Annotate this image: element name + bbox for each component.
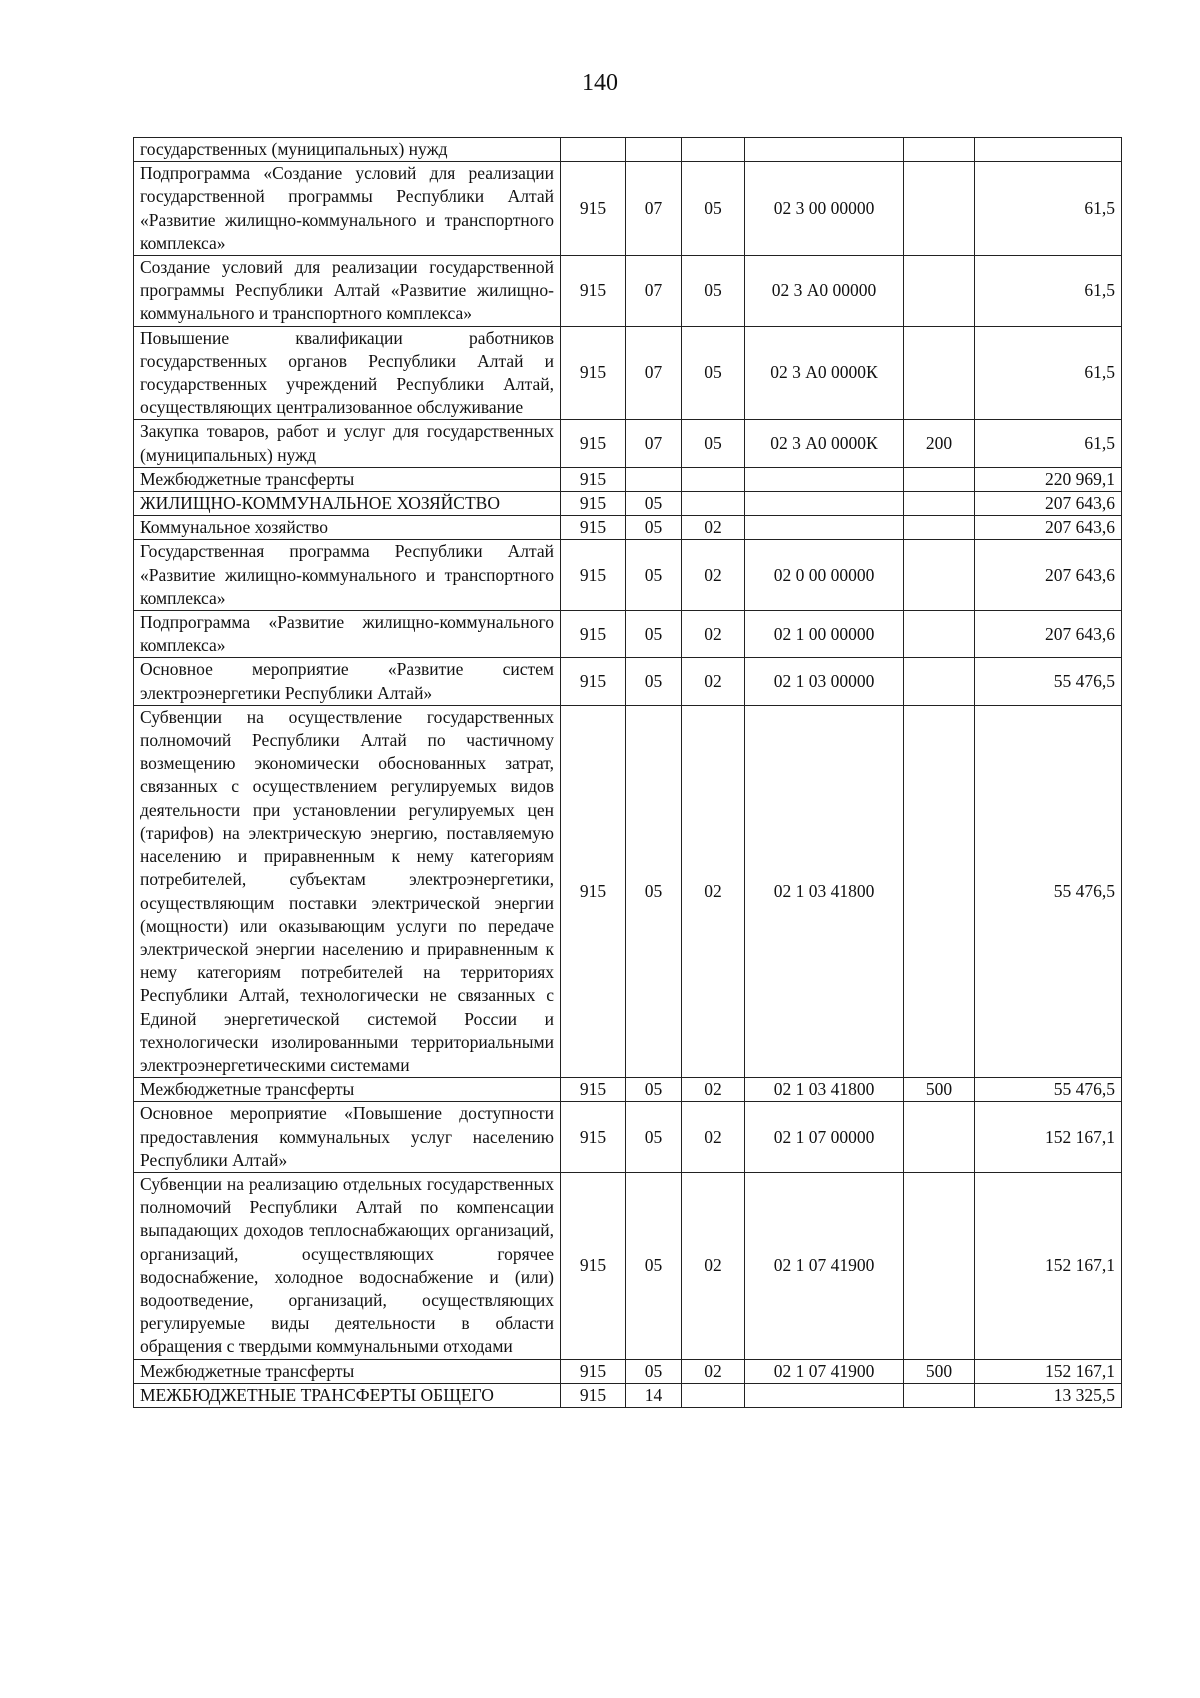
row-name-cell: Закупка товаров, работ и услуг для государственных (муниципальных) нужд bbox=[134, 420, 561, 467]
rz-code-cell: 07 bbox=[626, 256, 682, 327]
sum-cell: 220 969,1 bbox=[975, 467, 1122, 491]
vr-code-cell bbox=[904, 138, 975, 162]
vr-code-cell bbox=[904, 326, 975, 420]
row-name-cell: Межбюджетные трансферты bbox=[134, 1359, 561, 1383]
rz-code-cell: 14 bbox=[626, 1383, 682, 1407]
cs-code-cell bbox=[745, 138, 904, 162]
cs-code-cell: 02 1 07 00000 bbox=[745, 1102, 904, 1173]
cs-code-cell bbox=[745, 467, 904, 491]
table-row bbox=[134, 658, 1122, 705]
gr-code-cell: 915 bbox=[561, 162, 626, 256]
sum-cell: 61,5 bbox=[975, 256, 1122, 327]
sum-cell: 207 643,6 bbox=[975, 611, 1122, 658]
gr-code-cell: 915 bbox=[561, 467, 626, 491]
page-number: 140 bbox=[582, 70, 618, 96]
pr-code-cell: 02 bbox=[682, 516, 745, 540]
gr-code-cell: 915 bbox=[561, 658, 626, 705]
vr-code-cell bbox=[904, 492, 975, 516]
rz-code-cell bbox=[626, 138, 682, 162]
gr-code-cell: 915 bbox=[561, 1383, 626, 1407]
row-name-cell: Основное мероприятие «Развитие систем электроэнергетики Республики Алтай» bbox=[134, 658, 561, 705]
sum-cell: 61,5 bbox=[975, 420, 1122, 467]
cs-code-cell: 02 1 00 00000 bbox=[745, 611, 904, 658]
row-name-cell: Подпрограмма «Создание условий для реализации государственной программы Республики Алтай «Развитие жилищно-коммунального и транспортного комплекса» bbox=[134, 162, 561, 256]
vr-code-cell bbox=[904, 1172, 975, 1359]
table-row bbox=[134, 540, 1122, 611]
rz-code-cell: 05 bbox=[626, 492, 682, 516]
rz-code-cell: 05 bbox=[626, 705, 682, 1077]
table-body bbox=[134, 138, 1122, 1408]
table-row bbox=[134, 420, 1122, 467]
pr-code-cell: 02 bbox=[682, 611, 745, 658]
pr-code-cell bbox=[682, 138, 745, 162]
table-row bbox=[134, 1359, 1122, 1383]
row-name-cell: Субвенции на реализацию отдельных государственных полномочий Республики Алтай по компенсации выпадающих доходов теплоснабжающих организаций, организаций, осуществляющих горячее водоснабжение, холодное водоснабжение и (или) водоотведение, организаций, осуществляющих регулируемые виды деятельности в области обращения с твердыми коммунальными отходами bbox=[134, 1172, 561, 1359]
sum-cell: 55 476,5 bbox=[975, 705, 1122, 1077]
budget-table bbox=[133, 137, 1122, 1408]
cs-code-cell: 02 1 03 00000 bbox=[745, 658, 904, 705]
pr-code-cell: 05 bbox=[682, 162, 745, 256]
vr-code-cell bbox=[904, 611, 975, 658]
pr-code-cell: 05 bbox=[682, 420, 745, 467]
rz-code-cell: 05 bbox=[626, 1102, 682, 1173]
row-name-cell: МЕЖБЮДЖЕТНЫЕ ТРАНСФЕРТЫ ОБЩЕГО bbox=[134, 1383, 561, 1407]
sum-cell: 61,5 bbox=[975, 162, 1122, 256]
vr-code-cell: 200 bbox=[904, 420, 975, 467]
pr-code-cell: 02 bbox=[682, 1359, 745, 1383]
gr-code-cell: 915 bbox=[561, 256, 626, 327]
sum-cell: 152 167,1 bbox=[975, 1102, 1122, 1173]
row-name-cell: Государственная программа Республики Алтай «Развитие жилищно-коммунального и транспортного комплекса» bbox=[134, 540, 561, 611]
pr-code-cell bbox=[682, 1383, 745, 1407]
row-name-cell: ЖИЛИЩНО-КОММУНАЛЬНОЕ ХОЗЯЙСТВО bbox=[134, 492, 561, 516]
row-name-cell: Подпрограмма «Развитие жилищно-коммунального комплекса» bbox=[134, 611, 561, 658]
table-row bbox=[134, 1078, 1122, 1102]
sum-cell bbox=[975, 138, 1122, 162]
rz-code-cell bbox=[626, 467, 682, 491]
table-row bbox=[134, 516, 1122, 540]
cs-code-cell bbox=[745, 1383, 904, 1407]
pr-code-cell: 05 bbox=[682, 256, 745, 327]
gr-code-cell: 915 bbox=[561, 1172, 626, 1359]
table-row bbox=[134, 1383, 1122, 1407]
table-row bbox=[134, 492, 1122, 516]
table-row bbox=[134, 326, 1122, 420]
pr-code-cell bbox=[682, 492, 745, 516]
vr-code-cell: 500 bbox=[904, 1359, 975, 1383]
pr-code-cell: 02 bbox=[682, 658, 745, 705]
gr-code-cell: 915 bbox=[561, 326, 626, 420]
cs-code-cell bbox=[745, 516, 904, 540]
vr-code-cell bbox=[904, 516, 975, 540]
row-name-cell: Межбюджетные трансферты bbox=[134, 467, 561, 491]
cs-code-cell: 02 3 А0 00000 bbox=[745, 256, 904, 327]
cs-code-cell: 02 0 00 00000 bbox=[745, 540, 904, 611]
row-name-cell: Субвенции на осуществление государственных полномочий Республики Алтай по частичному возмещению экономически обоснованных затрат, связанных с осуществлением регулируемых видов деятельности при установлении регулируемых цен (тарифов) на электрическую энергию, поставляемую населению и приравненным к нему категориям потребителей, субъектам электроэнергетики, осуществляющим поставки электрической энергии (мощности) или оказывающим услуги по передаче электрической энергии населению и приравненным к нему категориям потребителей на территориях Республики Алтай, технологически не связанных с Единой энергетической системой России и технологически изолированными территориальными электроэнергетическими системами bbox=[134, 705, 561, 1077]
vr-code-cell bbox=[904, 256, 975, 327]
cs-code-cell: 02 3 А0 0000К bbox=[745, 326, 904, 420]
sum-cell: 207 643,6 bbox=[975, 540, 1122, 611]
table-row bbox=[134, 162, 1122, 256]
pr-code-cell: 02 bbox=[682, 705, 745, 1077]
table-row bbox=[134, 611, 1122, 658]
pr-code-cell: 02 bbox=[682, 540, 745, 611]
table-row bbox=[134, 138, 1122, 162]
vr-code-cell: 500 bbox=[904, 1078, 975, 1102]
pr-code-cell: 02 bbox=[682, 1102, 745, 1173]
row-name-cell: государственных (муниципальных) нужд bbox=[134, 138, 561, 162]
table-row bbox=[134, 256, 1122, 327]
table-row bbox=[134, 467, 1122, 491]
pr-code-cell: 05 bbox=[682, 326, 745, 420]
rz-code-cell: 07 bbox=[626, 326, 682, 420]
row-name-cell: Основное мероприятие «Повышение доступности предоставления коммунальных услуг населению Республики Алтай» bbox=[134, 1102, 561, 1173]
cs-code-cell: 02 1 07 41900 bbox=[745, 1172, 904, 1359]
vr-code-cell bbox=[904, 1102, 975, 1173]
gr-code-cell: 915 bbox=[561, 1078, 626, 1102]
rz-code-cell: 05 bbox=[626, 540, 682, 611]
sum-cell: 152 167,1 bbox=[975, 1172, 1122, 1359]
sum-cell: 55 476,5 bbox=[975, 658, 1122, 705]
sum-cell: 207 643,6 bbox=[975, 492, 1122, 516]
vr-code-cell bbox=[904, 162, 975, 256]
pr-code-cell: 02 bbox=[682, 1172, 745, 1359]
rz-code-cell: 05 bbox=[626, 516, 682, 540]
gr-code-cell: 915 bbox=[561, 1102, 626, 1173]
sum-cell: 13 325,5 bbox=[975, 1383, 1122, 1407]
table-row bbox=[134, 1102, 1122, 1173]
vr-code-cell bbox=[904, 658, 975, 705]
gr-code-cell: 915 bbox=[561, 492, 626, 516]
sum-cell: 61,5 bbox=[975, 326, 1122, 420]
cs-code-cell: 02 1 03 41800 bbox=[745, 1078, 904, 1102]
vr-code-cell bbox=[904, 467, 975, 491]
table-row bbox=[134, 1172, 1122, 1359]
rz-code-cell: 05 bbox=[626, 1172, 682, 1359]
gr-code-cell: 915 bbox=[561, 1359, 626, 1383]
pr-code-cell: 02 bbox=[682, 1078, 745, 1102]
cs-code-cell: 02 1 07 41900 bbox=[745, 1359, 904, 1383]
cs-code-cell: 02 3 А0 0000К bbox=[745, 420, 904, 467]
cs-code-cell bbox=[745, 492, 904, 516]
table-row bbox=[134, 705, 1122, 1077]
cs-code-cell: 02 1 03 41800 bbox=[745, 705, 904, 1077]
rz-code-cell: 07 bbox=[626, 162, 682, 256]
row-name-cell: Межбюджетные трансферты bbox=[134, 1078, 561, 1102]
gr-code-cell: 915 bbox=[561, 516, 626, 540]
rz-code-cell: 05 bbox=[626, 611, 682, 658]
pr-code-cell bbox=[682, 467, 745, 491]
sum-cell: 152 167,1 bbox=[975, 1359, 1122, 1383]
gr-code-cell: 915 bbox=[561, 540, 626, 611]
vr-code-cell bbox=[904, 705, 975, 1077]
rz-code-cell: 05 bbox=[626, 658, 682, 705]
vr-code-cell bbox=[904, 540, 975, 611]
row-name-cell: Коммунальное хозяйство bbox=[134, 516, 561, 540]
vr-code-cell bbox=[904, 1383, 975, 1407]
gr-code-cell: 915 bbox=[561, 420, 626, 467]
gr-code-cell: 915 bbox=[561, 705, 626, 1077]
row-name-cell: Создание условий для реализации государственной программы Республики Алтай «Развитие жилищно-коммунального и транспортного комплекса» bbox=[134, 256, 561, 327]
gr-code-cell bbox=[561, 138, 626, 162]
rz-code-cell: 07 bbox=[626, 420, 682, 467]
sum-cell: 55 476,5 bbox=[975, 1078, 1122, 1102]
cs-code-cell: 02 3 00 00000 bbox=[745, 162, 904, 256]
sum-cell: 207 643,6 bbox=[975, 516, 1122, 540]
rz-code-cell: 05 bbox=[626, 1359, 682, 1383]
row-name-cell: Повышение квалификации работников государственных органов Республики Алтай и государственных учреждений Республики Алтай, осуществляющих централизованное обслуживание bbox=[134, 326, 561, 420]
rz-code-cell: 05 bbox=[626, 1078, 682, 1102]
gr-code-cell: 915 bbox=[561, 611, 626, 658]
